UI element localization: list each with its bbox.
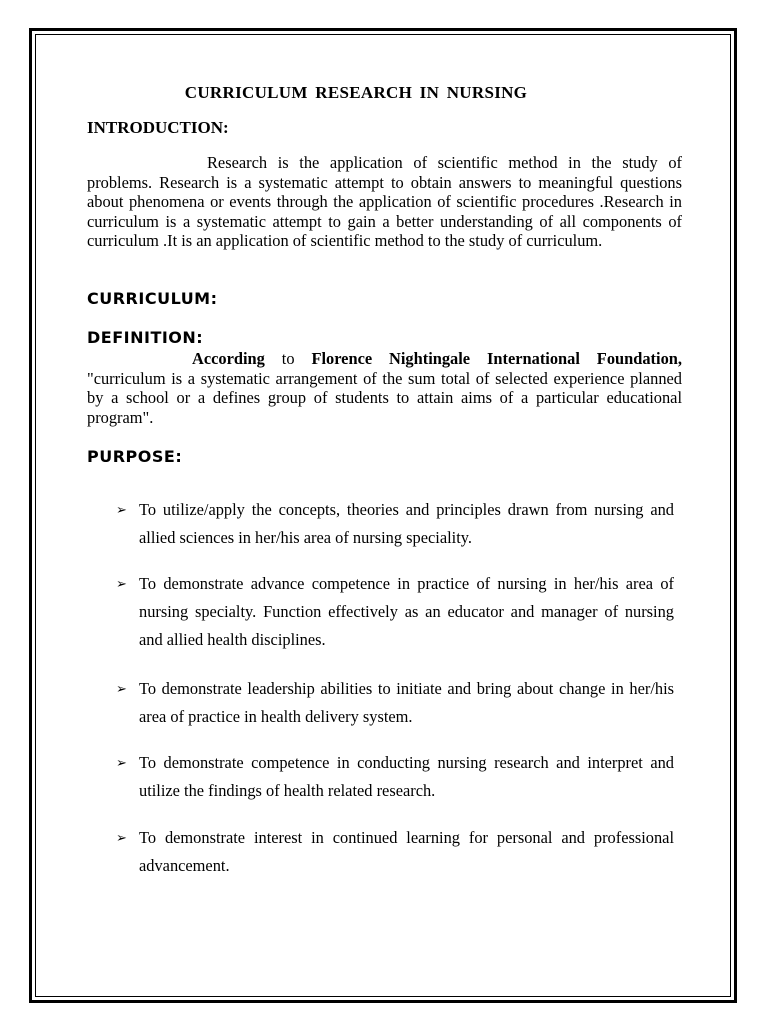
definition-source: Florence Nightingale International Foundation, — [311, 349, 682, 368]
purpose-item: To utilize/apply the concepts, theories and principles drawn from nursing and allied sciences in her/his area of nursing speciality. — [139, 500, 674, 547]
definition-connector: to — [264, 349, 312, 368]
purpose-heading: PURPOSE: — [87, 447, 183, 466]
definition-lead: According — [192, 349, 265, 368]
definition-paragraph — [87, 349, 682, 427]
purpose-item: To demonstrate leadership abilities to initiate and bring about change in her/his area of practice in health delivery system. — [139, 679, 674, 726]
curriculum-heading: CURRICULUM: — [87, 289, 218, 308]
purpose-item: To demonstrate interest in continued learning for personal and professional advancement. — [139, 828, 674, 875]
introduction-paragraph: Research is the application of scientific method in the study of problems. Research is a systematic attempt to obtain answers to meaningful questions about phenomena or events through the application of scientific procedures .Research in curriculum is a systematic attempt to gain a better understanding of all components of curriculum .It is an application of scientific method to the study of curriculum. — [87, 153, 682, 251]
introduction-heading: INTRODUCTION: — [87, 118, 229, 137]
bullet-arrow-icon: ➢ — [116, 576, 127, 591]
bullet-arrow-icon: ➢ — [116, 830, 127, 845]
bullet-arrow-icon: ➢ — [116, 681, 127, 696]
definition-text: "curriculum is a systematic arrangement of the sum total of selected experience planned by a school or a defines group of students to attain aims of a particular educational program". — [87, 368, 682, 427]
bullet-arrow-icon: ➢ — [116, 502, 127, 517]
document-title: CURRICULUM RESEARCH IN NURSING — [184, 83, 528, 102]
bullet-arrow-icon: ➢ — [116, 755, 127, 770]
purpose-item: To demonstrate competence in conducting nursing research and interpret and utilize the findings of health related research. — [139, 753, 674, 800]
purpose-item: To demonstrate advance competence in practice of nursing in her/his area of nursing specialty. Function effectively as an educator and manager of nursing and allied health disciplines. — [139, 574, 674, 649]
definition-heading: DEFINITION: — [87, 328, 204, 347]
